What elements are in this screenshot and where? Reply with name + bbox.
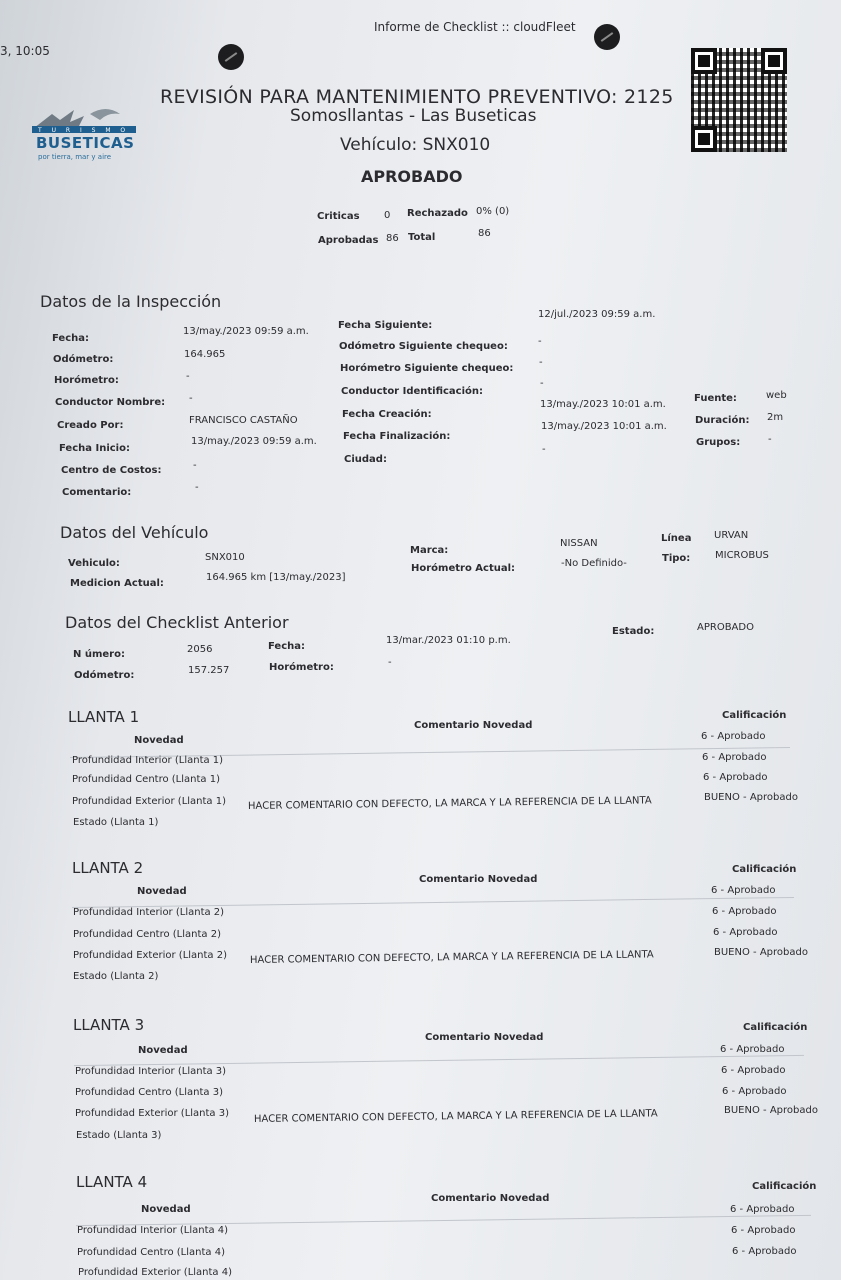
- tire-2-row-2-calif: 6 - Aprobado: [712, 906, 777, 917]
- prev-odometro-value: 157.257: [188, 665, 230, 676]
- horometro-siguiente-value: -: [539, 357, 543, 368]
- grupos-value: -: [768, 434, 772, 445]
- horometro-label: Horómetro:: [54, 375, 119, 386]
- fecha-label: Fecha:: [52, 333, 90, 344]
- tipo-label: Tipo:: [662, 553, 691, 564]
- conductor-id-label: Conductor Identificación:: [341, 386, 484, 397]
- tire-4-calificacion-header: Calificación: [752, 1181, 817, 1192]
- prev-estado-value: APROBADO: [697, 622, 754, 633]
- tire-3-row-4-novedad: Estado (Llanta 3): [76, 1130, 162, 1141]
- fecha-finalizacion-label: Fecha Finalización:: [343, 431, 451, 442]
- tire-1-calificacion-header: Calificación: [722, 710, 787, 721]
- tire-4-novedad-header: Novedad: [141, 1204, 191, 1215]
- report-title: Informe de Checklist :: cloudFleet: [374, 20, 576, 34]
- tire-2-calificacion-header: Calificación: [732, 864, 797, 875]
- ciudad-value: -: [542, 444, 546, 455]
- tire-1-row-3-novedad: Profundidad Exterior (Llanta 1): [72, 796, 227, 807]
- tire-3-row-4-comentario: HACER COMENTARIO CON DEFECTO, LA MARCA Y LA REFERENCIA DE LA LLANTA: [253, 1108, 658, 1125]
- centro-value: -: [193, 460, 197, 471]
- tire-3-row-4-calif: BUENO - Aprobado: [724, 1105, 818, 1116]
- criticas-label: Criticas: [317, 211, 360, 222]
- tire-3-row-2-calif: 6 - Aprobado: [721, 1065, 786, 1076]
- linea-value: URVAN: [714, 530, 749, 541]
- tipo-value: MICROBUS: [715, 550, 769, 561]
- tire-3-row-1-novedad: Profundidad Interior (Llanta 3): [75, 1066, 227, 1077]
- total-value: 86: [478, 228, 491, 239]
- qr-code: [691, 48, 787, 152]
- fecha-siguiente-value: 12/jul./2023 09:59 a.m.: [538, 309, 656, 320]
- fuente-value: web: [766, 390, 787, 401]
- tire-2-row-4-comentario: HACER COMENTARIO CON DEFECTO, LA MARCA Y LA REFERENCIA DE LA LLANTA: [249, 949, 654, 966]
- marca-label: Marca:: [410, 545, 449, 556]
- marca-value: NISSAN: [560, 538, 598, 549]
- vehiculo-value: SNX010: [205, 552, 245, 563]
- conductor-label: Conductor Nombre:: [55, 397, 166, 408]
- tire-4-row-3-calif: 6 - Aprobado: [732, 1246, 797, 1257]
- comentario-label: Comentario:: [62, 487, 132, 498]
- buseticas-logo: [30, 106, 140, 162]
- numero-label: N úmero:: [73, 649, 125, 660]
- fecha-siguiente-label: Fecha Siguiente:: [338, 320, 433, 331]
- svg-text:T U R I S M O: T U R I S M O: [38, 127, 130, 134]
- previous-heading: Datos del Checklist Anterior: [65, 613, 289, 632]
- logo-word: BUSETICAS: [36, 134, 135, 152]
- criticas-value: 0: [384, 210, 391, 221]
- medicion-value: 164.965 km [13/may./2023]: [206, 572, 346, 583]
- horometro-actual-value: -No Definido-: [561, 558, 627, 569]
- comentario-value: -: [195, 482, 199, 493]
- tire-2-row-4-calif: BUENO - Aprobado: [714, 947, 808, 958]
- tire-3-comentario-header: Comentario Novedad: [425, 1032, 544, 1043]
- tire-3-row-3-calif: 6 - Aprobado: [722, 1086, 787, 1097]
- fecha-creacion-value: 13/may./2023 10:01 a.m.: [540, 399, 666, 410]
- odometro-siguiente-value: -: [538, 336, 542, 347]
- medicion-label: Medicion Actual:: [70, 578, 164, 589]
- aprobadas-value: 86: [386, 233, 399, 244]
- prev-odometro-label: Odómetro:: [74, 670, 135, 681]
- conductor-id-value: -: [540, 378, 544, 389]
- linea-label: Línea: [661, 533, 692, 544]
- tire-4-row-1-novedad: Profundidad Interior (Llanta 4): [77, 1225, 229, 1236]
- tire-2-row-1-calif: 6 - Aprobado: [711, 885, 776, 896]
- conductor-value: -: [189, 393, 193, 404]
- numero-value: 2056: [187, 644, 213, 655]
- tire-1-row-2-calif: 6 - Aprobado: [702, 752, 767, 763]
- company-name: Somosllantas - Las Buseticas: [290, 106, 537, 126]
- logo-tagline: por tierra, mar y aire: [38, 153, 112, 161]
- rechazado-label: Rechazado: [407, 208, 468, 219]
- tire-4-row-1-calif: 6 - Aprobado: [730, 1204, 795, 1215]
- tire-4-row-2-novedad: Profundidad Centro (Llanta 4): [77, 1247, 225, 1258]
- tire-1-title: LLANTA 1: [68, 708, 140, 726]
- vehicle-heading: Datos del Vehículo: [60, 523, 209, 542]
- tire-2-comentario-header: Comentario Novedad: [419, 874, 538, 885]
- tire-1-row-4-novedad: Estado (Llanta 1): [73, 817, 159, 828]
- tire-3-row-2-novedad: Profundidad Centro (Llanta 3): [75, 1087, 223, 1098]
- creado-value: FRANCISCO CASTAÑO: [189, 415, 298, 426]
- tire-3-novedad-header: Novedad: [138, 1045, 188, 1056]
- centro-label: Centro de Costos:: [61, 465, 162, 476]
- creado-label: Creado Por:: [57, 420, 124, 431]
- punch-hole-left: [218, 44, 244, 70]
- tire-4-comentario-header: Comentario Novedad: [431, 1193, 550, 1204]
- tire-1-row-1-novedad: Profundidad Interior (Llanta 1): [72, 755, 224, 766]
- tire-1-row-3-calif: 6 - Aprobado: [703, 772, 768, 783]
- prev-horometro-value: -: [388, 657, 392, 668]
- prev-fecha-value: 13/mar./2023 01:10 p.m.: [386, 635, 511, 646]
- fuente-label: Fuente:: [694, 393, 737, 404]
- prev-horometro-label: Horómetro:: [269, 662, 334, 673]
- tire-1-row-4-comentario: HACER COMENTARIO CON DEFECTO, LA MARCA Y LA REFERENCIA DE LA LLANTA: [247, 795, 652, 812]
- inspection-heading: Datos de la Inspección: [40, 292, 222, 311]
- fecha-creacion-label: Fecha Creación:: [342, 409, 432, 420]
- fecha-value: 13/may./2023 09:59 a.m.: [183, 326, 309, 337]
- tire-2-title: LLANTA 2: [72, 859, 144, 877]
- tire-2-novedad-header: Novedad: [137, 886, 187, 897]
- prev-fecha-label: Fecha:: [268, 641, 306, 652]
- tire-2-row-3-calif: 6 - Aprobado: [713, 927, 778, 938]
- tire-1-row-4-calif: BUENO - Aprobado: [704, 792, 798, 803]
- tire-1-row-2-novedad: Profundidad Centro (Llanta 1): [72, 774, 220, 785]
- tire-3-calificacion-header: Calificación: [743, 1022, 808, 1033]
- fecha-inicio-value: 13/may./2023 09:59 a.m.: [191, 436, 317, 447]
- tire-3-row-3-novedad: Profundidad Exterior (Llanta 3): [75, 1108, 230, 1119]
- tire-4-row-2-calif: 6 - Aprobado: [731, 1225, 796, 1236]
- prev-estado-label: Estado:: [612, 626, 655, 637]
- punch-hole-right: [594, 24, 620, 50]
- grupos-label: Grupos:: [696, 437, 741, 448]
- rechazado-value: 0% (0): [476, 206, 510, 217]
- horometro-value: -: [186, 371, 190, 382]
- print-datetime: 3, 10:05: [0, 44, 50, 58]
- vehiculo-label: Vehiculo:: [68, 558, 120, 569]
- duracion-label: Duración:: [695, 415, 750, 426]
- tire-3-row-1-calif: 6 - Aprobado: [720, 1044, 785, 1055]
- report-main-title: REVISIÓN PARA MANTENIMIENTO PREVENTIVO: 2125: [160, 86, 674, 108]
- odometro-label: Odómetro:: [53, 354, 114, 365]
- tire-4-title: LLANTA 4: [76, 1173, 148, 1191]
- status-label: APROBADO: [361, 167, 463, 186]
- tire-2-row-4-novedad: Estado (Llanta 2): [73, 971, 159, 982]
- ciudad-label: Ciudad:: [344, 454, 387, 465]
- aprobadas-label: Aprobadas: [318, 235, 379, 246]
- vehicle-title: Vehículo: SNX010: [340, 135, 491, 155]
- tire-1-comentario-header: Comentario Novedad: [414, 720, 533, 731]
- tire-2-row-2-novedad: Profundidad Centro (Llanta 2): [73, 929, 221, 940]
- fecha-finalizacion-value: 13/may./2023 10:01 a.m.: [541, 421, 667, 432]
- tire-3-divider: [74, 1055, 804, 1066]
- tire-1-novedad-header: Novedad: [134, 735, 184, 746]
- horometro-siguiente-label: Horómetro Siguiente chequeo:: [340, 363, 514, 374]
- horometro-actual-label: Horómetro Actual:: [411, 563, 516, 574]
- fecha-inicio-label: Fecha Inicio:: [59, 443, 130, 454]
- odometro-value: 164.965: [184, 349, 226, 360]
- total-label: Total: [408, 232, 436, 243]
- duracion-value: 2m: [767, 412, 784, 423]
- odometro-siguiente-label: Odómetro Siguiente chequeo:: [339, 341, 508, 352]
- tire-1-row-1-calif: 6 - Aprobado: [701, 731, 766, 742]
- tire-2-row-3-novedad: Profundidad Exterior (Llanta 2): [73, 950, 228, 961]
- tire-4-row-3-novedad: Profundidad Exterior (Llanta 4): [78, 1267, 233, 1278]
- tire-3-title: LLANTA 3: [73, 1016, 145, 1034]
- tire-2-row-1-novedad: Profundidad Interior (Llanta 2): [73, 907, 225, 918]
